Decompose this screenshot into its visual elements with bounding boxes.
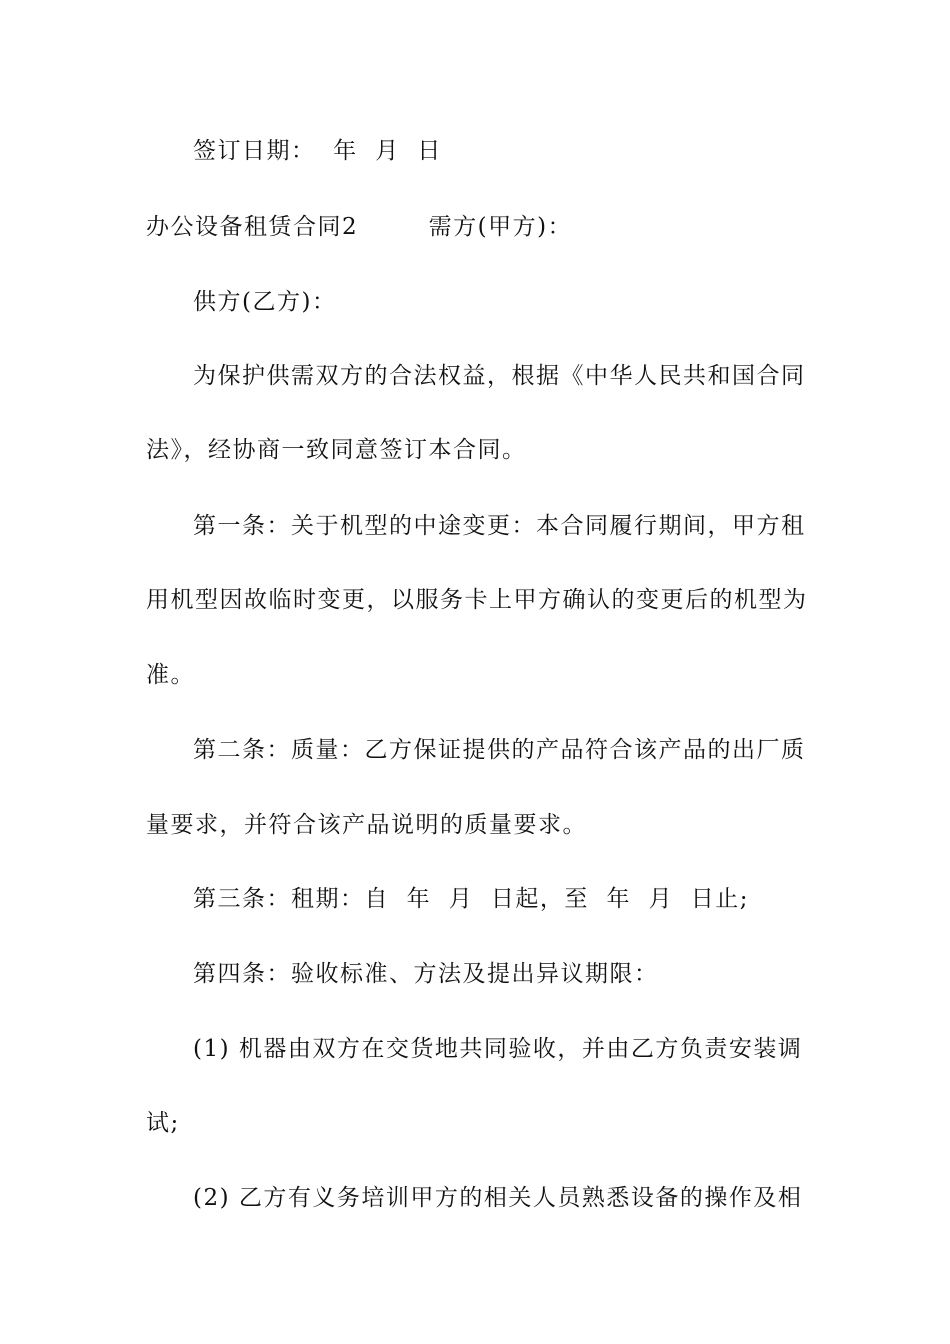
preamble-line-1: 为保护供需双方的合法权益，根据《中华人民共和国合同	[193, 363, 806, 389]
supplier-line: 供方(乙方)：	[193, 289, 337, 315]
clause-2-line-1: (2) 乙方有义务培训甲方的相关人员熟悉设备的操作及相	[193, 1185, 803, 1211]
signing-date-line: 签订日期： 年 月 日	[193, 138, 442, 164]
clause-1-line-1: (1) 机器由双方在交货地共同验收，并由乙方负责安装调	[193, 1036, 803, 1062]
article-2-line-2: 量要求，并符合该产品说明的质量要求。	[146, 812, 587, 838]
contract-title-line: 办公设备租赁合同2 需方(甲方)：	[146, 214, 573, 240]
article-1-line-1: 第一条：关于机型的中途变更：本合同履行期间，甲方租	[193, 513, 806, 539]
article-2-line-1: 第二条：质量：乙方保证提供的产品符合该产品的出厂质	[193, 737, 806, 763]
article-1-line-3: 准。	[146, 662, 195, 688]
article-4-line: 第四条：验收标准、方法及提出异议期限：	[193, 961, 659, 987]
preamble-line-2: 法》，经协商一致同意签订本合同。	[146, 437, 527, 463]
clause-1-line-2: 试;	[146, 1110, 180, 1136]
article-3-line: 第三条：租期：自 年 月 日起，至 年 月 日止;	[193, 886, 749, 912]
article-1-line-2: 用机型因故临时变更，以服务卡上甲方确认的变更后的机型为	[146, 587, 808, 613]
